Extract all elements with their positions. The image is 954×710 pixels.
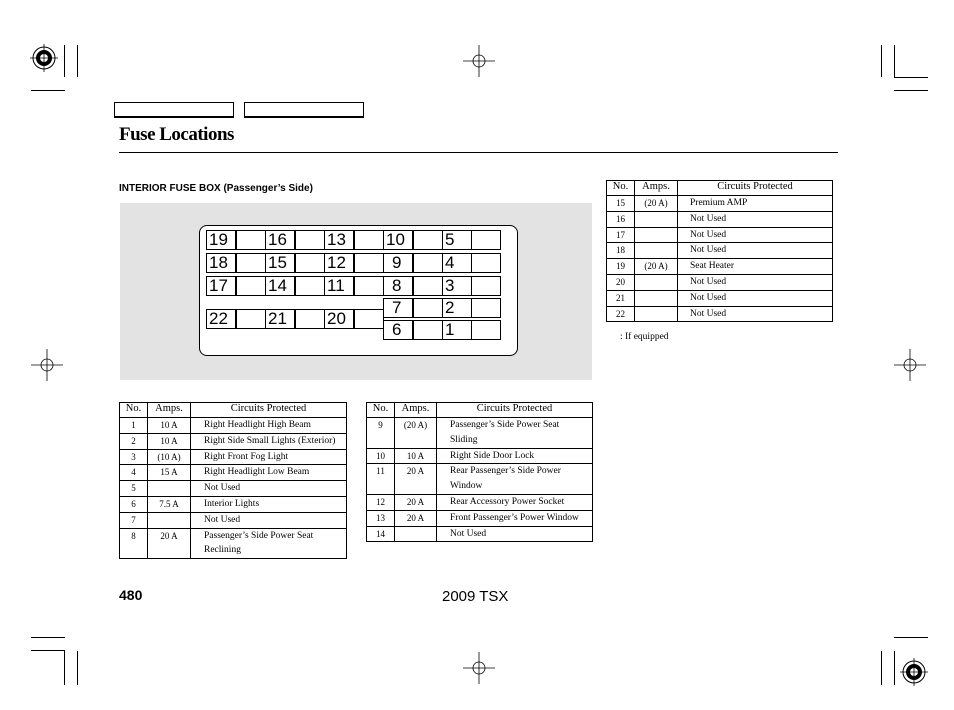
table-row [607, 227, 833, 243]
fuse-slot-empty [295, 253, 325, 273]
title-divider [119, 152, 838, 153]
table-row [367, 510, 593, 526]
header-circuits: Circuits Protected [678, 181, 833, 196]
fuse-number: 13 [367, 510, 395, 526]
fuse-slot: 1 [442, 320, 472, 340]
table-row [607, 259, 833, 275]
fuse-slot-empty [413, 298, 443, 318]
fuse-amps [635, 227, 678, 243]
fuse-slot: 9 [383, 253, 413, 273]
fuse-slot-empty [471, 320, 501, 340]
table-row [367, 418, 593, 449]
fuse-number: 5 [120, 481, 148, 497]
fuse-amps: (20 A) [635, 259, 678, 275]
fuse-number: 14 [367, 526, 395, 542]
fuse-circuit: Front Passenger’s Power Window [437, 510, 593, 526]
crop-mark [31, 90, 65, 91]
fuse-number: 1 [120, 418, 148, 434]
crop-mark [77, 45, 78, 77]
header-amps: Amps. [395, 403, 437, 418]
fuse-circuit: Not Used [191, 481, 347, 497]
fuse-slot: 5 [442, 230, 472, 250]
fuse-circuit: Not Used [678, 306, 833, 322]
fuse-number: 16 [607, 211, 635, 227]
fuse-circuit: Not Used [437, 526, 593, 542]
fuse-circuit: Right Side Small Lights (Exterior) [191, 433, 347, 449]
table-row [120, 418, 347, 434]
fuse-slot-empty [295, 309, 325, 329]
registration-target-icon [30, 44, 58, 72]
page-number: 480 [119, 587, 143, 603]
fuse-amps: 20 A [395, 494, 437, 510]
fuse-amps: (10 A) [148, 449, 191, 465]
fuse-number: 19 [607, 259, 635, 275]
header-amps: Amps. [148, 403, 191, 418]
footnote: : If equipped [620, 332, 669, 342]
fuse-slot-empty [236, 253, 266, 273]
header-no: No. [367, 403, 395, 418]
fuse-circuit: Rear Passenger’s Side Power Window [437, 464, 593, 495]
fuse-number: 11 [367, 464, 395, 495]
header-tab-box [244, 102, 364, 118]
fuse-circuit: Not Used [678, 227, 833, 243]
header-circuits: Circuits Protected [437, 403, 593, 418]
fuse-amps: 20 A [395, 510, 437, 526]
table-row [367, 464, 593, 495]
fuse-slot: 6 [383, 320, 413, 340]
fuse-amps [635, 243, 678, 259]
fuse-number: 18 [607, 243, 635, 259]
fuse-number: 9 [367, 418, 395, 449]
fuse-circuit: Rear Accessory Power Socket [437, 494, 593, 510]
fuse-slot: 8 [383, 276, 413, 296]
fuse-slot: 13 [324, 230, 354, 250]
header-tab-box [114, 102, 234, 118]
fuse-circuit: Right Front Fog Light [191, 449, 347, 465]
fuse-slot-empty [354, 253, 384, 273]
fuse-table-left [119, 402, 347, 559]
header-circuits: Circuits Protected [191, 403, 347, 418]
page-title: Fuse Locations [119, 124, 234, 145]
fuse-slot: 7 [383, 298, 413, 318]
table-row [607, 306, 833, 322]
fuse-number: 12 [367, 494, 395, 510]
table-row [367, 448, 593, 464]
table-row [120, 449, 347, 465]
fuse-slot: 21 [265, 309, 295, 329]
crop-mark [31, 637, 65, 638]
fuse-amps [395, 526, 437, 542]
table-row [367, 526, 593, 542]
fuse-amps: 10 A [148, 433, 191, 449]
fuse-slot: 20 [324, 309, 354, 329]
fuse-circuit: Seat Heater [678, 259, 833, 275]
crosshair-icon [463, 652, 495, 684]
crop-mark [64, 651, 65, 685]
fuse-number: 20 [607, 274, 635, 290]
fuse-slot [471, 253, 501, 273]
fuse-amps [635, 211, 678, 227]
fuse-table-middle [366, 402, 593, 542]
fuse-circuit: Right Headlight High Beam [191, 418, 347, 434]
fuse-slot: 19 [206, 230, 236, 250]
fuse-slot-empty [236, 276, 266, 296]
fuse-slot: 14 [265, 276, 295, 296]
fuse-slot: 15 [265, 253, 295, 273]
fuse-slot: 17 [206, 276, 236, 296]
fuse-slot-empty [354, 230, 384, 250]
crosshair-icon [894, 349, 926, 381]
fuse-number: 10 [367, 448, 395, 464]
fuse-slot-empty [413, 230, 443, 250]
fuse-slot: 16 [265, 230, 295, 250]
crop-mark [894, 45, 895, 77]
table-row [607, 274, 833, 290]
crop-mark [881, 651, 882, 685]
fuse-slot-empty [413, 276, 443, 296]
model-name: 2009 TSX [442, 588, 509, 605]
fuse-number: 7 [120, 512, 148, 528]
table-row [607, 196, 833, 212]
crop-mark [31, 650, 65, 651]
fuse-amps: (20 A) [395, 418, 437, 449]
table-row [120, 512, 347, 528]
fuse-circuit: Not Used [678, 243, 833, 259]
fuse-slot-empty [236, 230, 266, 250]
fuse-slot-empty [413, 253, 443, 273]
header-no: No. [120, 403, 148, 418]
fuse-slot-empty [413, 320, 443, 340]
fuse-slot-empty [354, 309, 384, 329]
fuse-number: 17 [607, 227, 635, 243]
table-row [607, 243, 833, 259]
fuse-circuit: Not Used [678, 290, 833, 306]
table-row [120, 481, 347, 497]
fuse-circuit: Premium AMP [678, 196, 833, 212]
fuse-slot-empty [471, 298, 501, 318]
crop-mark [881, 45, 882, 77]
crop-mark [894, 77, 928, 78]
crop-mark [894, 651, 895, 685]
fuse-slot-empty [354, 276, 384, 296]
table-row [607, 211, 833, 227]
fuse-slot-empty [295, 276, 325, 296]
registration-target-icon [900, 658, 928, 686]
fuse-number: 4 [120, 465, 148, 481]
fuse-amps: 10 A [148, 418, 191, 434]
fuse-amps [148, 481, 191, 497]
fuse-circuit: Interior Lights [191, 496, 347, 512]
fuse-circuit: Passenger’s Side Power Seat Sliding [437, 418, 593, 449]
fuse-slot-empty [295, 230, 325, 250]
fuse-amps [635, 274, 678, 290]
crop-mark [894, 90, 928, 91]
fuse-table-right [606, 180, 833, 322]
fuse-slot-empty [236, 309, 266, 329]
fuse-number: 15 [607, 196, 635, 212]
fuse-circuit: Passenger’s Side Power Seat Reclining [191, 528, 347, 559]
fuse-number: 21 [607, 290, 635, 306]
crop-mark [894, 637, 928, 638]
fuse-amps [148, 512, 191, 528]
fuse-number: 2 [120, 433, 148, 449]
table-row [607, 290, 833, 306]
fuse-slot: 4 [442, 253, 472, 273]
table-row [367, 494, 593, 510]
fuse-slot: 22 [206, 309, 236, 329]
table-row [120, 496, 347, 512]
crosshair-icon [463, 45, 495, 77]
fuse-number: 22 [607, 306, 635, 322]
fuse-amps: 15 A [148, 465, 191, 481]
fuse-slot: 10 [383, 230, 413, 250]
fuse-circuit: Not Used [678, 274, 833, 290]
fuse-amps: 10 A [395, 448, 437, 464]
fuse-slot [471, 276, 501, 296]
fuse-slot: 12 [324, 253, 354, 273]
fuse-circuit: Right Side Door Lock [437, 448, 593, 464]
fuse-slot: 2 [442, 298, 472, 318]
fuse-amps [635, 290, 678, 306]
crop-mark [77, 651, 78, 685]
header-no: No. [607, 181, 635, 196]
fuse-circuit: Not Used [191, 512, 347, 528]
fuse-slot [471, 230, 501, 250]
fuse-number: 8 [120, 528, 148, 559]
fuse-slot: 3 [442, 276, 472, 296]
fuse-amps: 20 A [395, 464, 437, 495]
fuse-amps: 20 A [148, 528, 191, 559]
fuse-slot: 18 [206, 253, 236, 273]
crop-mark [64, 45, 65, 77]
fuse-circuit: Not Used [678, 211, 833, 227]
fuse-amps: 7.5 A [148, 496, 191, 512]
table-row [120, 528, 347, 559]
fuse-amps: (20 A) [635, 196, 678, 212]
crosshair-icon [31, 349, 63, 381]
fuse-circuit: Right Headlight Low Beam [191, 465, 347, 481]
table-row [120, 465, 347, 481]
fuse-number: 6 [120, 496, 148, 512]
section-label: INTERIOR FUSE BOX (Passenger’s Side) [119, 183, 313, 194]
header-amps: Amps. [635, 181, 678, 196]
fuse-amps [635, 306, 678, 322]
fuse-slot: 11 [324, 276, 354, 296]
fuse-number: 3 [120, 449, 148, 465]
table-row [120, 433, 347, 449]
